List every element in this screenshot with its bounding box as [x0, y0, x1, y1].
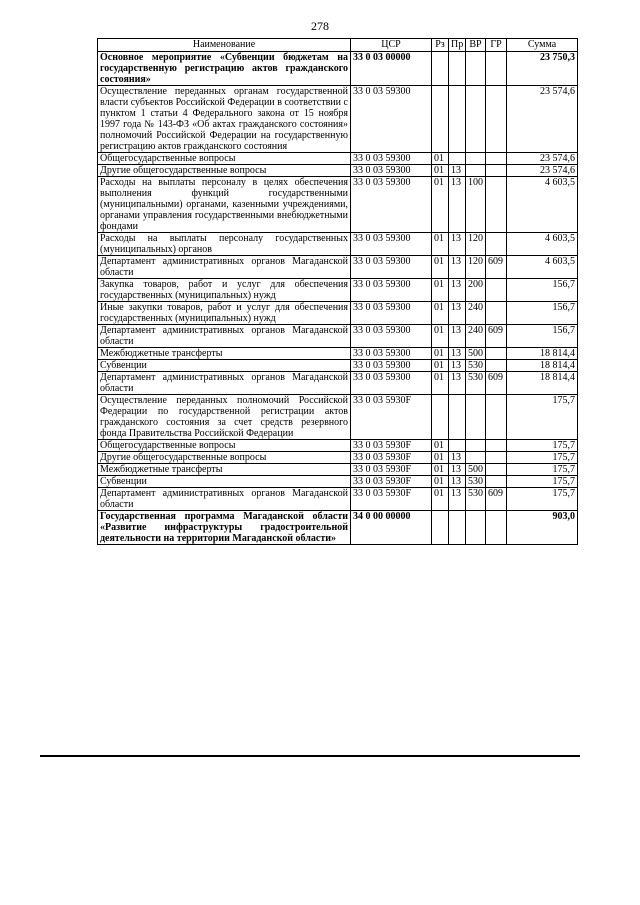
table-header-row [98, 39, 578, 52]
table-row [98, 233, 578, 256]
cell-name: Закупка товаров, работ и услуг для обеспечения государственных (муниципальных) нужд [98, 279, 351, 302]
table-row [98, 476, 578, 488]
cell-sum: 156,7 [507, 302, 578, 325]
cell-rz: 01 [432, 256, 449, 279]
cell-sum: 175,7 [507, 395, 578, 440]
cell-vr [466, 86, 486, 153]
cell-rz: 01 [432, 360, 449, 372]
cell-name: Расходы на выплаты персоналу государственных (муниципальных) органов [98, 233, 351, 256]
cell-vr: 530 [466, 476, 486, 488]
header-rz: Рз [432, 39, 449, 52]
cell-pr [449, 395, 466, 440]
cell-csr: 33 0 03 59300 [351, 233, 432, 256]
cell-rz [432, 511, 449, 545]
table-row [98, 177, 578, 233]
cell-pr: 13 [449, 279, 466, 302]
cell-gr [486, 165, 507, 177]
cell-gr [486, 86, 507, 153]
header-csr: ЦСР [351, 39, 432, 52]
cell-pr: 13 [449, 476, 466, 488]
cell-sum: 18 814,4 [507, 372, 578, 395]
cell-vr: 100 [466, 177, 486, 233]
cell-vr: 530 [466, 360, 486, 372]
cell-gr: 609 [486, 372, 507, 395]
table-row [98, 325, 578, 348]
table-row [98, 165, 578, 177]
cell-gr [486, 395, 507, 440]
table-row [98, 256, 578, 279]
cell-name: Общегосударственные вопросы [98, 440, 351, 452]
cell-name: Департамент административных органов Магаданской области [98, 372, 351, 395]
table-row [98, 52, 578, 86]
cell-vr [466, 153, 486, 165]
cell-vr [466, 52, 486, 86]
cell-gr [486, 52, 507, 86]
cell-vr: 530 [466, 488, 486, 511]
cell-gr [486, 476, 507, 488]
cell-pr [449, 440, 466, 452]
cell-pr: 13 [449, 464, 466, 476]
cell-csr: 33 0 03 5930F [351, 476, 432, 488]
header-name: Наименование [98, 39, 351, 52]
cell-gr [486, 348, 507, 360]
cell-pr [449, 52, 466, 86]
cell-vr: 530 [466, 372, 486, 395]
cell-csr: 34 0 00 00000 [351, 511, 432, 545]
cell-csr: 33 0 03 5930F [351, 452, 432, 464]
cell-vr [466, 165, 486, 177]
cell-vr [466, 452, 486, 464]
cell-csr: 33 0 03 5930F [351, 395, 432, 440]
cell-sum: 18 814,4 [507, 348, 578, 360]
cell-gr [486, 452, 507, 464]
cell-gr [486, 233, 507, 256]
cell-gr [486, 360, 507, 372]
cell-csr: 33 0 03 59300 [351, 348, 432, 360]
cell-rz: 01 [432, 279, 449, 302]
cell-rz [432, 86, 449, 153]
cell-pr [449, 153, 466, 165]
cell-gr: 609 [486, 256, 507, 279]
cell-name: Межбюджетные трансферты [98, 464, 351, 476]
cell-sum: 4 603,5 [507, 256, 578, 279]
cell-name: Осуществление переданных органам государственной власти субъектов Российской Федерации в соответствии с пунктом 1 статьи 4 Федерального закона от 15 ноября 1997 года № 143-ФЗ «Об актах гражданского состояния» полномочий Российской Федерации на государственную регистрацию актов гражданского состояния [98, 86, 351, 153]
cell-pr: 13 [449, 165, 466, 177]
table-row [98, 86, 578, 153]
table-row [98, 395, 578, 440]
cell-pr: 13 [449, 233, 466, 256]
cell-gr [486, 177, 507, 233]
cell-vr: 200 [466, 279, 486, 302]
cell-sum: 4 603,5 [507, 233, 578, 256]
cell-name: Расходы на выплаты персоналу в целях обеспечения выполнения функций государственными (муниципальными) органами, казенными учреждениями, органами управления государственными внебюджетными фондами [98, 177, 351, 233]
cell-rz: 01 [432, 476, 449, 488]
cell-csr: 33 0 03 5930F [351, 440, 432, 452]
cell-gr: 609 [486, 488, 507, 511]
cell-gr [486, 511, 507, 545]
cell-name: Другие общегосударственные вопросы [98, 165, 351, 177]
cell-vr [466, 395, 486, 440]
cell-vr: 240 [466, 325, 486, 348]
cell-rz: 01 [432, 372, 449, 395]
cell-name: Департамент административных органов Магаданской области [98, 488, 351, 511]
table-row [98, 348, 578, 360]
cell-sum: 175,7 [507, 452, 578, 464]
cell-csr: 33 0 03 59300 [351, 302, 432, 325]
cell-sum: 156,7 [507, 325, 578, 348]
cell-name: Общегосударственные вопросы [98, 153, 351, 165]
cell-sum: 175,7 [507, 440, 578, 452]
table-row [98, 488, 578, 511]
table-row [98, 372, 578, 395]
cell-name: Субвенции [98, 360, 351, 372]
cell-csr: 33 0 03 59300 [351, 325, 432, 348]
cell-name: Иные закупки товаров, работ и услуг для обеспечения государственных (муниципальных) нужд [98, 302, 351, 325]
cell-csr: 33 0 03 5930F [351, 488, 432, 511]
cell-vr [466, 440, 486, 452]
cell-pr: 13 [449, 488, 466, 511]
cell-sum: 23 574,6 [507, 153, 578, 165]
cell-rz: 01 [432, 165, 449, 177]
footer-rule [40, 755, 580, 757]
table-body [98, 52, 578, 545]
cell-pr [449, 86, 466, 153]
cell-sum: 175,7 [507, 476, 578, 488]
cell-rz: 01 [432, 452, 449, 464]
cell-rz: 01 [432, 153, 449, 165]
cell-pr: 13 [449, 177, 466, 233]
table-row [98, 452, 578, 464]
cell-sum: 156,7 [507, 279, 578, 302]
cell-name: Осуществление переданных полномочий Российской Федерации по государственной регистрации актов гражданского состояния за счет средств резервного фонда Правительства Российской Федерации [98, 395, 351, 440]
header-gr: ГР [486, 39, 507, 52]
cell-csr: 33 0 03 59300 [351, 177, 432, 233]
cell-gr [486, 440, 507, 452]
cell-gr [486, 302, 507, 325]
cell-vr: 240 [466, 302, 486, 325]
cell-rz [432, 52, 449, 86]
cell-pr: 13 [449, 452, 466, 464]
cell-sum: 23 574,6 [507, 86, 578, 153]
cell-sum: 903,0 [507, 511, 578, 545]
cell-csr: 33 0 03 59300 [351, 153, 432, 165]
cell-gr [486, 153, 507, 165]
header-pr: Пр [449, 39, 466, 52]
cell-sum: 175,7 [507, 464, 578, 476]
cell-csr: 33 0 03 00000 [351, 52, 432, 86]
cell-rz: 01 [432, 488, 449, 511]
cell-csr: 33 0 03 59300 [351, 279, 432, 302]
header-sum: Сумма [507, 39, 578, 52]
table-row [98, 360, 578, 372]
cell-name: Межбюджетные трансферты [98, 348, 351, 360]
cell-csr: 33 0 03 5930F [351, 464, 432, 476]
cell-sum: 23 574,6 [507, 165, 578, 177]
table-row [98, 153, 578, 165]
cell-vr: 500 [466, 348, 486, 360]
cell-pr: 13 [449, 256, 466, 279]
table-row [98, 511, 578, 545]
cell-pr: 13 [449, 348, 466, 360]
cell-gr: 609 [486, 325, 507, 348]
cell-rz: 01 [432, 440, 449, 452]
cell-vr: 120 [466, 233, 486, 256]
cell-gr [486, 464, 507, 476]
cell-pr: 13 [449, 325, 466, 348]
cell-rz [432, 395, 449, 440]
cell-rz: 01 [432, 177, 449, 233]
cell-rz: 01 [432, 325, 449, 348]
cell-pr: 13 [449, 302, 466, 325]
cell-pr: 13 [449, 372, 466, 395]
table-row [98, 302, 578, 325]
cell-vr [466, 511, 486, 545]
cell-csr: 33 0 03 59300 [351, 360, 432, 372]
cell-rz: 01 [432, 464, 449, 476]
table-row [98, 279, 578, 302]
cell-csr: 33 0 03 59300 [351, 256, 432, 279]
table-row [98, 464, 578, 476]
cell-name: Основное мероприятие «Субвенции бюджетам на государственную регистрацию актов гражданского состояния» [98, 52, 351, 86]
header-vr: ВР [466, 39, 486, 52]
cell-sum: 18 814,4 [507, 360, 578, 372]
budget-table [97, 38, 578, 545]
cell-vr: 500 [466, 464, 486, 476]
cell-rz: 01 [432, 302, 449, 325]
cell-rz: 01 [432, 348, 449, 360]
cell-csr: 33 0 03 59300 [351, 372, 432, 395]
cell-sum: 4 603,5 [507, 177, 578, 233]
page-number: 278 [311, 19, 329, 33]
cell-vr: 120 [466, 256, 486, 279]
cell-name: Департамент административных органов Магаданской области [98, 256, 351, 279]
cell-gr [486, 279, 507, 302]
cell-pr [449, 511, 466, 545]
cell-rz: 01 [432, 233, 449, 256]
cell-name: Департамент административных органов Магаданской области [98, 325, 351, 348]
cell-name: Другие общегосударственные вопросы [98, 452, 351, 464]
cell-sum: 23 750,3 [507, 52, 578, 86]
cell-name: Государственная программа Магаданской области «Развитие инфраструктуры градостроительной деятельности на территории Магаданской области» [98, 511, 351, 545]
cell-csr: 33 0 03 59300 [351, 86, 432, 153]
cell-pr: 13 [449, 360, 466, 372]
cell-csr: 33 0 03 59300 [351, 165, 432, 177]
cell-name: Субвенции [98, 476, 351, 488]
cell-sum: 175,7 [507, 488, 578, 511]
table-row [98, 440, 578, 452]
